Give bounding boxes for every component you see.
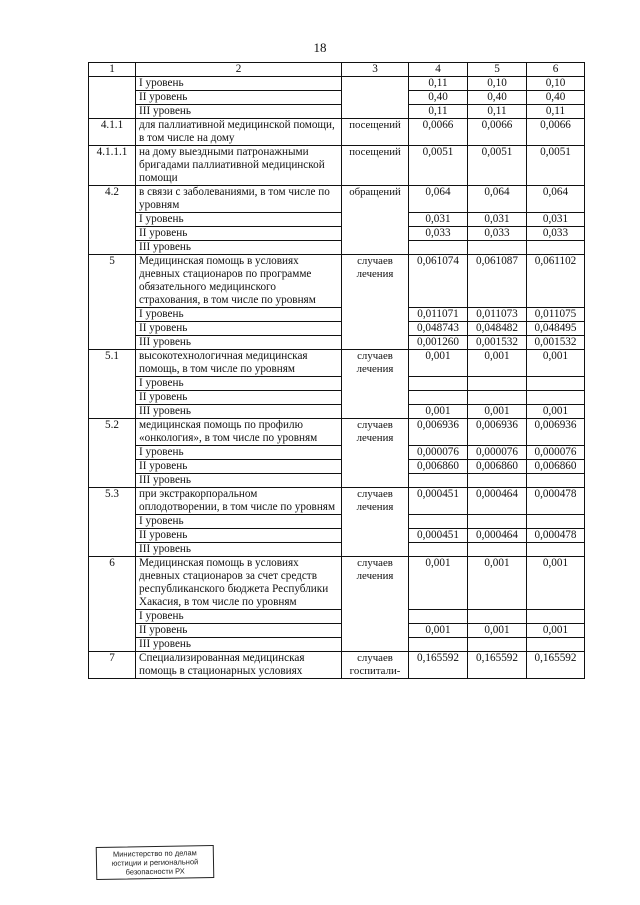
level-label: I уровень	[136, 515, 342, 529]
value-col4: 0,031	[409, 213, 468, 227]
value-col5: 0,048482	[468, 322, 527, 336]
value-col6: 0,10	[527, 77, 585, 91]
value-col4	[409, 474, 468, 488]
level-label: I уровень	[136, 377, 342, 391]
value-col5: 0,064	[468, 186, 527, 213]
row-unit: обращений	[342, 186, 409, 255]
ministry-stamp: Министерство по делам юстиции и региональной безопасности РХ	[96, 845, 215, 880]
row-number: 5.1	[89, 350, 136, 419]
row-number: 5	[89, 255, 136, 350]
value-col5	[468, 610, 527, 624]
level-row	[89, 336, 585, 350]
value-col6: 0,031	[527, 213, 585, 227]
value-col4: 0,000451	[409, 529, 468, 543]
value-col5: 0,031	[468, 213, 527, 227]
value-col6: 0,001532	[527, 336, 585, 350]
indicators-table	[88, 62, 585, 679]
value-col5	[468, 377, 527, 391]
value-col5: 0,000464	[468, 529, 527, 543]
value-col6: 0,006936	[527, 419, 585, 446]
level-row	[89, 610, 585, 624]
value-col4: 0,001	[409, 624, 468, 638]
level-label: II уровень	[136, 529, 342, 543]
value-col5: 0,001	[468, 557, 527, 610]
table-row	[89, 488, 585, 515]
level-row	[89, 77, 585, 91]
value-col5: 0,001	[468, 350, 527, 377]
row-name: для паллиативной медицинской помощи, в том числе на дому	[136, 119, 342, 146]
value-col4: 0,001	[409, 557, 468, 610]
level-label: II уровень	[136, 227, 342, 241]
row-name: Специализированная медицинская помощь в стационарных условиях	[136, 652, 342, 679]
value-col6: 0,001	[527, 624, 585, 638]
header-cell: 5	[468, 63, 527, 77]
table-header-row	[89, 63, 585, 77]
level-row	[89, 241, 585, 255]
value-col4: 0,000076	[409, 446, 468, 460]
value-col4: 0,40	[409, 91, 468, 105]
row-number: 4.2	[89, 186, 136, 255]
level-label: II уровень	[136, 322, 342, 336]
level-row	[89, 515, 585, 529]
value-col6: 0,001	[527, 557, 585, 610]
value-col4: 0,033	[409, 227, 468, 241]
value-col4	[409, 241, 468, 255]
level-label: II уровень	[136, 460, 342, 474]
value-col6: 0,165592	[527, 652, 585, 679]
value-col4: 0,0051	[409, 146, 468, 186]
value-col6	[527, 515, 585, 529]
row-unit: посещений	[342, 146, 409, 186]
level-label: I уровень	[136, 77, 342, 91]
value-col5: 0,000076	[468, 446, 527, 460]
value-col6: 0,0066	[527, 119, 585, 146]
value-col4: 0,000451	[409, 488, 468, 515]
page-number: 18	[313, 40, 327, 55]
level-label: III уровень	[136, 543, 342, 557]
value-col5: 0,001	[468, 405, 527, 419]
row-name: Медицинская помощь в условиях дневных стационаров за счет средств республиканского бюджета Республики Хакасия, в том числе по уровням	[136, 557, 342, 610]
level-row	[89, 322, 585, 336]
value-col6: 0,0051	[527, 146, 585, 186]
value-col4: 0,048743	[409, 322, 468, 336]
value-col5	[468, 515, 527, 529]
level-label: II уровень	[136, 391, 342, 405]
level-row	[89, 405, 585, 419]
level-row	[89, 227, 585, 241]
row-unit: случаев лечения	[342, 350, 409, 419]
value-col4: 0,001260	[409, 336, 468, 350]
row-name: медицинская помощь по профилю «онкология», в том числе по уровням	[136, 419, 342, 446]
value-col4: 0,11	[409, 105, 468, 119]
header-cell: 4	[409, 63, 468, 77]
level-row	[89, 446, 585, 460]
value-col5: 0,11	[468, 105, 527, 119]
level-label: III уровень	[136, 241, 342, 255]
header-cell: 2	[136, 63, 342, 77]
value-col4: 0,064	[409, 186, 468, 213]
value-col4: 0,0066	[409, 119, 468, 146]
level-row	[89, 377, 585, 391]
value-col4	[409, 543, 468, 557]
value-col4	[409, 391, 468, 405]
row-unit: случаев лечения	[342, 419, 409, 488]
table-row	[89, 146, 585, 186]
level-row	[89, 91, 585, 105]
table-row	[89, 557, 585, 610]
level-label: I уровень	[136, 446, 342, 460]
level-label: I уровень	[136, 308, 342, 322]
value-col6: 0,048495	[527, 322, 585, 336]
value-col6: 0,064	[527, 186, 585, 213]
row-number: 4.1.1.1	[89, 146, 136, 186]
value-col6	[527, 377, 585, 391]
value-col6	[527, 638, 585, 652]
value-col6: 0,033	[527, 227, 585, 241]
row-name: в связи с заболеваниями, в том числе по уровням	[136, 186, 342, 213]
level-row	[89, 529, 585, 543]
value-col5	[468, 638, 527, 652]
level-label: III уровень	[136, 336, 342, 350]
value-col6	[527, 241, 585, 255]
value-col5	[468, 543, 527, 557]
value-col5: 0,0051	[468, 146, 527, 186]
level-row	[89, 460, 585, 474]
value-col5: 0,165592	[468, 652, 527, 679]
value-col4: 0,011071	[409, 308, 468, 322]
level-row	[89, 624, 585, 638]
row-number: 6	[89, 557, 136, 652]
row-name: на дому выездными патронажными бригадами паллиативной медицинской помощи	[136, 146, 342, 186]
value-col6	[527, 474, 585, 488]
row-unit	[342, 77, 409, 119]
header-cell: 3	[342, 63, 409, 77]
value-col4	[409, 638, 468, 652]
value-col5: 0,033	[468, 227, 527, 241]
value-col5: 0,006936	[468, 419, 527, 446]
value-col5: 0,40	[468, 91, 527, 105]
value-col5: 0,061087	[468, 255, 527, 308]
row-unit: случаев лечения	[342, 255, 409, 350]
table-row	[89, 350, 585, 377]
value-col5: 0,006860	[468, 460, 527, 474]
table-row	[89, 119, 585, 146]
row-unit: случаев лечения	[342, 488, 409, 557]
level-row	[89, 213, 585, 227]
level-row	[89, 391, 585, 405]
value-col6	[527, 391, 585, 405]
row-name: высокотехнологичная медицинская помощь, в том числе по уровням	[136, 350, 342, 377]
table-row	[89, 186, 585, 213]
value-col4: 0,001	[409, 405, 468, 419]
value-col4: 0,006936	[409, 419, 468, 446]
value-col5: 0,001	[468, 624, 527, 638]
value-col4: 0,165592	[409, 652, 468, 679]
value-col4	[409, 377, 468, 391]
value-col5	[468, 241, 527, 255]
level-label: III уровень	[136, 405, 342, 419]
value-col4	[409, 515, 468, 529]
value-col4	[409, 610, 468, 624]
value-col6: 0,006860	[527, 460, 585, 474]
value-col6	[527, 543, 585, 557]
level-label: I уровень	[136, 610, 342, 624]
value-col6: 0,011075	[527, 308, 585, 322]
value-col5: 0,011073	[468, 308, 527, 322]
value-col4: 0,001	[409, 350, 468, 377]
value-col4: 0,006860	[409, 460, 468, 474]
value-col6: 0,001	[527, 350, 585, 377]
row-name: при экстракорпоральном оплодотворении, в том числе по уровням	[136, 488, 342, 515]
level-row	[89, 474, 585, 488]
value-col4: 0,061074	[409, 255, 468, 308]
level-label: II уровень	[136, 624, 342, 638]
row-number: 5.3	[89, 488, 136, 557]
row-unit: случаев лечения	[342, 557, 409, 652]
level-label: III уровень	[136, 474, 342, 488]
row-number: 5.2	[89, 419, 136, 488]
value-col5	[468, 391, 527, 405]
level-row	[89, 638, 585, 652]
row-number: 7	[89, 652, 136, 679]
row-unit: случаев госпитали-	[342, 652, 409, 679]
level-row	[89, 543, 585, 557]
header-cell: 1	[89, 63, 136, 77]
header-cell: 6	[527, 63, 585, 77]
value-col6	[527, 610, 585, 624]
level-label: II уровень	[136, 91, 342, 105]
value-col6: 0,11	[527, 105, 585, 119]
value-col5: 0,000464	[468, 488, 527, 515]
level-row	[89, 105, 585, 119]
row-unit: посещений	[342, 119, 409, 146]
level-label: III уровень	[136, 105, 342, 119]
table-row	[89, 419, 585, 446]
value-col6: 0,001	[527, 405, 585, 419]
value-col4: 0,11	[409, 77, 468, 91]
row-name: Медицинская помощь в условиях дневных стационаров по программе обязательного медицинского страхования, в том числе по уровням	[136, 255, 342, 308]
row-number: 4.1.1	[89, 119, 136, 146]
table-row	[89, 652, 585, 679]
value-col6: 0,000478	[527, 529, 585, 543]
table-row	[89, 255, 585, 308]
value-col5: 0,001532	[468, 336, 527, 350]
value-col6: 0,40	[527, 91, 585, 105]
row-number	[89, 77, 136, 119]
value-col5: 0,10	[468, 77, 527, 91]
level-label: III уровень	[136, 638, 342, 652]
value-col6: 0,000076	[527, 446, 585, 460]
value-col5	[468, 474, 527, 488]
value-col6: 0,000478	[527, 488, 585, 515]
level-label: I уровень	[136, 213, 342, 227]
level-row	[89, 308, 585, 322]
value-col6: 0,061102	[527, 255, 585, 308]
value-col5: 0,0066	[468, 119, 527, 146]
